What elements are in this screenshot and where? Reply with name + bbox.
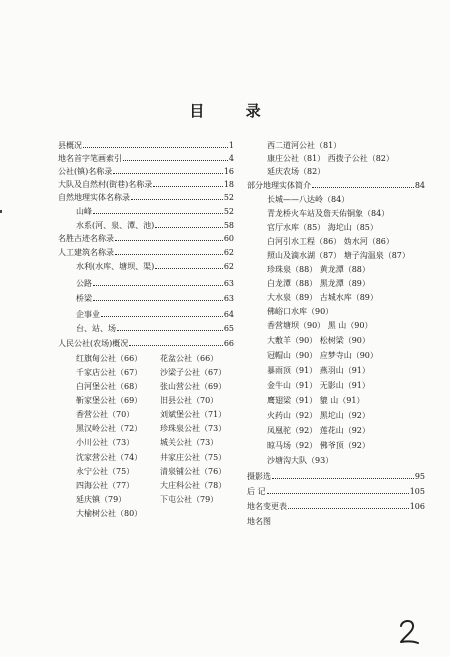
commune-entry[interactable]: 大庄科公社（78） <box>160 481 227 490</box>
toc-entry[interactable]: 大队及自然村(街巷)名称录 18 <box>58 180 234 189</box>
toc-entry[interactable]: 摄影选 95 <box>247 472 425 481</box>
feature-entry[interactable]: 晾马场（92） 佛爷顶（92） <box>267 441 370 450</box>
commune-entry[interactable]: 下屯公社（79） <box>160 495 219 504</box>
feature-entry[interactable]: 青龙桥火车站及詹天佑铜象（84） <box>267 209 390 218</box>
commune-entry[interactable]: 白河堡公社（68） <box>76 382 143 391</box>
feature-entry[interactable]: 官厅水库（85） 海坨山（85） <box>267 223 378 232</box>
toc-subentry[interactable]: 水利(水库、塘坝、渠) 62 <box>76 262 234 271</box>
feature-entry[interactable]: 大水泉（89） 古城水库（89） <box>267 293 378 302</box>
commune-entry[interactable]: 张山营公社（69） <box>160 382 227 391</box>
feature-entry[interactable]: 照山及滴水湖（87） 塘子沟温泉（87） <box>267 251 410 260</box>
toc-entry[interactable]: 地名变更表 106 <box>247 502 425 511</box>
feature-entry[interactable]: 白河引水工程（86） 妫水河（86） <box>267 237 394 246</box>
feature-entry[interactable]: 香营塘坝（90） 黑 山（90） <box>267 321 373 330</box>
toc-subentry[interactable]: 山峰 52 <box>76 207 234 216</box>
page-title: 目 录 <box>189 102 279 120</box>
toc-subentry[interactable]: 台、站、场 65 <box>76 324 234 333</box>
toc-entry[interactable]: 人工建筑名称录 62 <box>58 248 234 257</box>
commune-entry[interactable]: 延庆镇（79） <box>76 495 127 504</box>
binding-mark <box>0 210 2 213</box>
commune-entry[interactable]: 城关公社（73） <box>160 438 219 447</box>
commune-entry[interactable]: 黑汉岭公社（72） <box>76 424 143 433</box>
toc-entry[interactable]: 人民公社(农场)概况 66 <box>58 339 234 348</box>
feature-entry[interactable]: 大敷羊（90） 松树梁（90） <box>267 336 370 345</box>
commune-entry[interactable]: 康庄公社（81） 西拨子公社（82） <box>267 154 394 163</box>
feature-entry[interactable]: 金牛山（91） 无影山（91） <box>267 381 370 390</box>
feature-entry[interactable]: 长城——八达岭（84） <box>267 195 350 204</box>
feature-entry[interactable]: 火药山（92） 黑坨山（92） <box>267 411 370 420</box>
commune-entry[interactable]: 永宁公社（75） <box>76 467 135 476</box>
toc-subentry[interactable]: 桥梁 63 <box>76 294 234 303</box>
feature-entry[interactable]: 冠帽山（90） 应梦寺山（90） <box>267 351 378 360</box>
commune-entry[interactable]: 红旗甸公社（66） <box>76 354 143 363</box>
toc-entry[interactable]: 自然地理实体名称录 52 <box>58 193 234 202</box>
toc-entry[interactable]: 地名首字笔画索引 4 <box>58 154 234 163</box>
feature-entry[interactable]: 珍珠泉（88） 黄龙潭（88） <box>267 265 370 274</box>
commune-entry[interactable]: 香营公社（70） <box>76 410 135 419</box>
commune-entry[interactable]: 小川公社（73） <box>76 438 135 447</box>
commune-entry[interactable]: 井家庄公社（75） <box>160 453 227 462</box>
commune-entry[interactable]: 延庆农场（82） <box>267 167 326 176</box>
commune-entry[interactable]: 刘斌堡公社（71） <box>160 410 227 419</box>
handwritten-page-number <box>398 618 420 646</box>
toc-entry[interactable]: 县概况 1 <box>58 141 234 150</box>
commune-entry[interactable]: 四海公社（77） <box>76 481 135 490</box>
commune-entry[interactable]: 旧县公社（70） <box>160 396 219 405</box>
toc-subentry[interactable]: 公路 63 <box>76 279 234 288</box>
feature-entry[interactable]: 佛峪口水库（90） <box>267 307 334 316</box>
commune-entry[interactable]: 沈家营公社（74） <box>76 453 143 462</box>
commune-entry[interactable]: 靳家堡公社（69） <box>76 396 143 405</box>
commune-entry[interactable]: 珍珠泉公社（73） <box>160 424 227 433</box>
toc-entry[interactable]: 部分地理实体简介 84 <box>247 181 425 190</box>
toc-entry[interactable]: 后 记 105 <box>247 487 425 496</box>
commune-entry[interactable]: 千家店公社（67） <box>76 368 143 377</box>
feature-entry[interactable]: 凤凰驼（92） 莲花山（92） <box>267 426 370 435</box>
feature-entry[interactable]: 沙塘沟大队（93） <box>267 456 334 465</box>
commune-entry[interactable]: 花盆公社（66） <box>160 354 219 363</box>
commune-entry[interactable]: 沙梁子公社（67） <box>160 368 227 377</box>
toc-entry[interactable]: 名胜古迹名称录 60 <box>58 234 234 243</box>
commune-entry[interactable]: 清泉铺公社（76） <box>160 467 227 476</box>
toc-entry[interactable]: 公社(镇)名称录 16 <box>58 167 234 176</box>
commune-entry[interactable]: 大榆树公社（80） <box>76 509 143 518</box>
commune-entry[interactable]: 西二道河公社（81） <box>267 141 342 150</box>
toc-subentry[interactable]: 水系(河、泉、潭、池) 58 <box>76 221 234 230</box>
feature-entry[interactable]: 暴雨顶（91） 燕羽山（91） <box>267 366 370 375</box>
toc-subentry[interactable]: 企事业 64 <box>76 310 234 319</box>
toc-entry[interactable]: 地名图 <box>247 517 271 526</box>
feature-entry[interactable]: 鹰翅梁（91） 貔 山（91） <box>267 396 365 405</box>
feature-entry[interactable]: 白龙潭（88） 黑龙潭（89） <box>267 279 370 288</box>
